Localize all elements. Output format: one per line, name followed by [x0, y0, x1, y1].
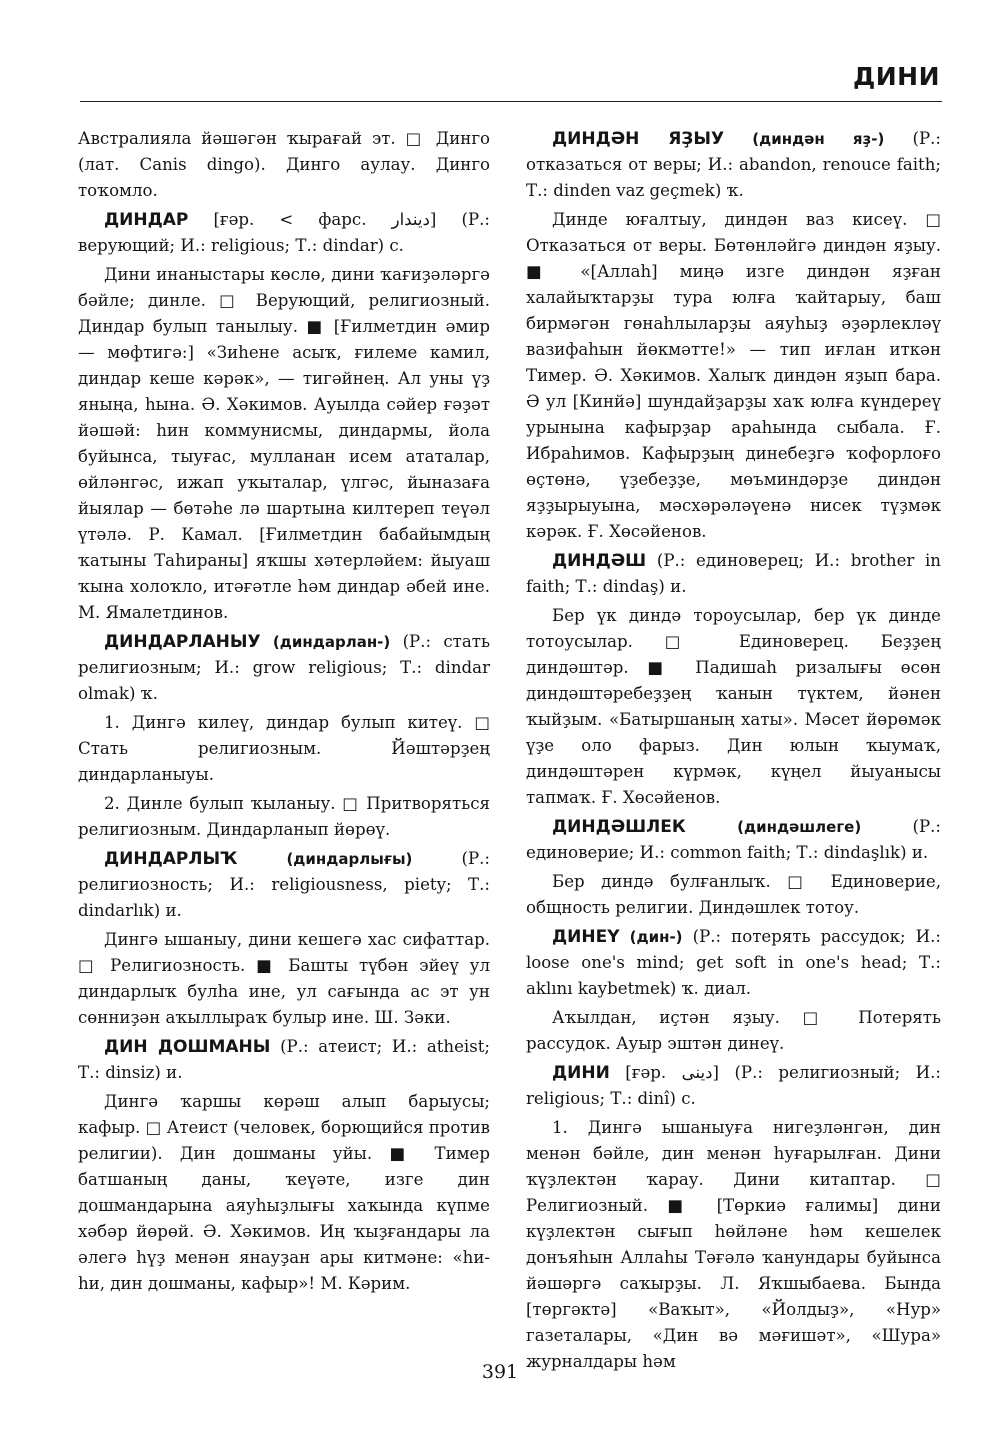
grammar-form: (дин-) [629, 928, 683, 946]
entry-text: 2. Динле булып ҡыланыу. □ Притворяться религиозным. Диндарланып йөрөү. [78, 794, 490, 839]
entry-body [526, 869, 941, 921]
headword: ДИНДӘН ЯҘЫУ [552, 129, 725, 149]
entry-body [526, 207, 941, 545]
dictionary-entry [78, 629, 490, 707]
entry-text: Австралияла йәшәгән ҡырағай эт. □ Динго (лат. Canis dingo). Динго аулау. Динго тоҡомло. [78, 129, 490, 200]
headword: ДИНЕҮ [552, 927, 620, 947]
headword: ДИНДАРЛЫҠ [104, 849, 238, 869]
entry-text: (Р.: стать религиозным; И.: grow religious; Т.: dindar olmak) ҡ. [78, 632, 490, 703]
entry-text: (Р.: единоверие; И.: common faith; Т.: dindaşlık) и. [526, 817, 942, 862]
dictionary-entry [526, 548, 941, 600]
grammar-form: (диндарлан-) [272, 633, 391, 651]
left-column [78, 126, 490, 1300]
entry-text: 1. Дингә ышаныуға нигеҙләнгән, дин менән бәйле, дин менән һуғарылған. Дини ҡүҙлектән ҡарау. Дини китаптар. □ Религиозный. ■ [Төркиә ғалимы] дини күҙлектән сығып һөйләне һәм кешелек донъяһын Аллаһы Тәғәлә ҡанундары буйынса йәшәргә саҡырҙы. Л. Яҡшыбаева. Бында [төргәктә] «Ваҡыт», «Йолдыҙ», «Нур» газеталары, «Дин вә мәғишәт», «Шура» журналдары һәм [526, 1118, 941, 1371]
dictionary-entry [526, 126, 941, 204]
entry-body [526, 1115, 941, 1375]
entry-text: Бер диндә булғанлыҡ. □ Единоверие, общность религии. Диндәшлек тотоу. [526, 872, 941, 917]
entry-text: Дингә ышаныу, дини кешегә хас сифаттар. □ Религиозность. ■ Башты түбән эйеү ул диндарлыҡ булһа ине, ул сағында ас эт ун сөнниҙән аҡыллыраҡ булыр ине. Ш. Зәки. [78, 930, 490, 1027]
entry-body [78, 927, 490, 1031]
right-column [526, 126, 941, 1378]
dictionary-entry [526, 1060, 941, 1112]
dictionary-entry [78, 207, 490, 259]
dictionary-entry [78, 1034, 490, 1086]
headword: ДИНДӘШ [552, 551, 647, 571]
entry-text: Динде юғалтыу, диндән ваз кисеү. □ Отказаться от веры. Бөтөнләйгә диндән яҙыу. ■ «[Аллаһ] миңә изге диндән яҙған халайыҡтарҙы тура юлға ҡайтарыу, баш бирмәгән гөнаһлыларҙы аяуһыҙ әҙәрлекләү вазифаһын йөкмәтте!» — тип иғлан иткән Тимер. Ә. Хәкимов. Халыҡ диндән яҙып бара. Ә ул [Кинйә] шундайҙарҙы хаҡ юлға күндереү урынына кафырҙар араһында сыбала. Ғ. Ибраһимов. Кафырҙың динебеҙгә ҡофорлоғо өҫтөнә, үҙебеҙҙе, мөъминдәрҙе диндән яҙҙырыуына, мәсхәрәләүенә нисек түҙмәк кәрәк. Ғ. Хөсәйенов. [526, 210, 941, 541]
entry-text: 1. Дингә килеү, диндар булып китеү. □ Стать религиозным. Йәштәрҙең диндарланыуы. [78, 713, 490, 784]
headword: ДИН ДОШМАНЫ [104, 1037, 271, 1057]
entry-body [78, 262, 490, 626]
grammar-form: (диндәшлеге) [737, 818, 862, 836]
page-number: 391 [481, 1361, 519, 1383]
entry-body [78, 1089, 490, 1297]
entry-text: (Р.: атеист; И.: atheist; Т.: dinsiz) и. [78, 1037, 491, 1082]
entry-text: (Р.: потерять рассудок; И.: loose one's mind; get soft in one's head; Т.: aklını kaybetmek) ҡ. диал. [526, 927, 941, 998]
header-rule [80, 101, 942, 102]
entry-body [78, 710, 490, 788]
headword: ДИНДАР [104, 210, 189, 230]
entry-text: Бер үк диндә тороусылар, бер үк динде тотоусылар. □ Единоверец. Беҙҙең диндәштәр. ■ Падишаһ ризалығы өсөн диндәштәребеҙҙең ҡанын түктем, йәнен ҡыйҙым. «Батыршаның хаты». Мәсет йөрөмәк үҙе оло фарыз. Дин юлын ҡыумаҡ, диндәштәрен күрмәк, күңел йыуанысы тапмаҡ. Ғ. Хөсәйенов. [526, 606, 941, 807]
entry-text: (Р.: религиозность; И.: religiousness, piety; Т.: dindarlık) и. [78, 849, 491, 920]
entry-text: Дини инаныстары көслө, дини ҡағиҙәләргә бәйле; динле. □ Верующий, религиозный. Диндар булып танылыу. ■ [Ғилметдин әмир — мөфтигә:] «Зиһене асыҡ, ғилеме камил, диндар кеше кәрәк», — тигәйнең. Ал уны үҙ яныңа, һына. Ә. Хәкимов. Ауылда сәйер ғәҙәт йәшәй: һин коммунисмы, диндармы, йола буйынса, тыуғас, мулланан исем ататалар, өйләнгәс, ижап уҡыталар, үлгәс, йыназаға йыялар — бөтәһе лә шартына килтереп теүәл үтәлә. Р. Камал. [Ғилметдин бабайымдың ҡатыны Таһираны] яҡшы хәтерләйем: йыуаш ҡына холоҡло, итәғәтле һәм диндар әбей ине. М. Ямалетдинов. [78, 265, 490, 622]
entry-body [78, 791, 490, 843]
entry-text: Аҡылдан, иҫтән яҙыу. □ Потерять рассудок. Ауыр эштән динеү. [526, 1008, 941, 1053]
entry-text: (Р.: единоверец; И.: brother in faith; Т.: dindaş) и. [526, 551, 941, 596]
headword: ДИНДӘШЛЕК [552, 817, 686, 837]
entry-text: [ғәр. < фарс. دیندار] (Р.: верующий; И.: religious; Т.: dindar) с. [78, 210, 490, 255]
grammar-form: (диндарлығы) [286, 850, 413, 868]
dictionary-entry [526, 814, 941, 866]
dictionary-entry [78, 846, 490, 924]
running-header: ДИНИ [852, 62, 940, 91]
entry-text: (Р.: отказаться от веры; И.: abandon, renouce faith; Т.: dinden vaz geçmek) ҡ. [526, 129, 941, 200]
dictionary-entry [526, 924, 941, 1002]
entry-body [526, 603, 941, 811]
entry-text: Дингә ҡаршы көрәш алып барыусы; кафыр. □ Атеист (человек, борющийся против религии). Дин дошманы уйы. ■ Тимер батшаның даны, ҡеүәте, изге дин дошмандарына аяуһыҙлығы хаҡында күпме хәбәр йөрөй. Ә. Хәкимов. Иң ҡыҙғандары ла әлегә һүҙ менән янауҙан ары китмәне: «һи-һи, дин дошманы, кафыр»! М. Кәрим. [78, 1092, 490, 1293]
headword: ДИНИ [552, 1063, 610, 1083]
headword: ДИНДАРЛАНЫУ [104, 632, 261, 652]
grammar-form: (диндән яҙ-) [752, 130, 885, 148]
entry-body [78, 126, 490, 204]
entry-text: [ғәр. دینی] (Р.: религиозный; И.: religious; Т.: dinî) с. [526, 1063, 941, 1108]
entry-body [526, 1005, 941, 1057]
